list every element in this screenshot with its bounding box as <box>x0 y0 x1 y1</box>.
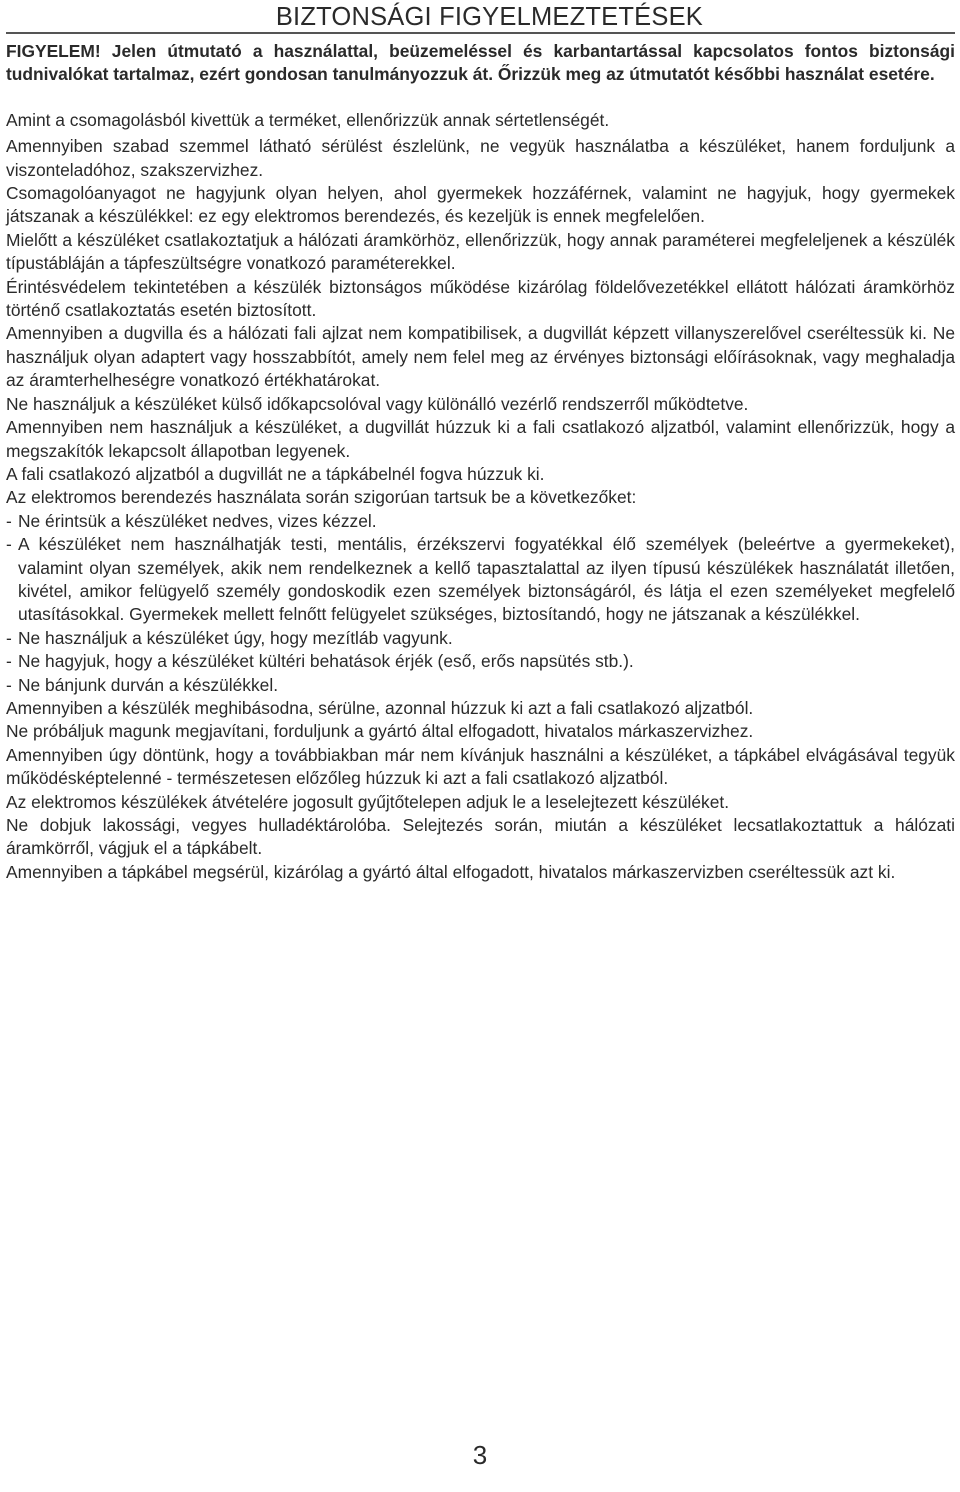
list-item-text: Ne érintsük a készüléket nedves, vizes kézzel. <box>18 510 377 531</box>
paragraph-packaging: Csomagolóanyagot ne hagyjunk olyan helyen, ahol gyermekek hozzáférnek, valamint ne hagyjuk, hogy gyermekek játszanak a készülékkel: ez egy elektromos berendezés, és kezeljük is ennek megfelelően. <box>6 183 955 227</box>
paragraph-inspect-product: Amint a csomagolásból kivettük a terméket, ellenőrizzük annak sértetlenségét. <box>6 109 610 130</box>
page-header <box>6 0 955 34</box>
page-number: 3 <box>472 1440 488 1470</box>
list-item-text: A készüléket nem használhatják testi, mentális, érzékszervi fogyatékkal élő személyek (beleértve a gyermekeket), valamint olyan személyek, akik nem rendelkeznek a kellő tapasztalattal az ilyen típusú készülékek használatát illetően, kivétel, amikor felügyelő személy gondoskodik ezen személyek biztonságáról, és látja el ezen személyeket megfelelő utasításokkal. Gyermekek mellett felnőtt felügyelet szükséges, biztosítandó, hogy ne játszanak a készülékkel. <box>18 534 955 625</box>
warning-paragraph <box>6 40 955 87</box>
list-dash: - <box>6 627 12 648</box>
paragraph-collection-point: Az elektromos készülékek átvételére jogosult gyűjtőtelepen adjuk le a leselejtezett készüléket. <box>6 791 730 812</box>
paragraph-grounding: Érintésvédelem tekintetében a készülék biztonságos működése kizárólag földelővezetékkel ellátott hálózati áramkörhöz történő csatlakoztatás esetén biztosított. <box>6 276 955 321</box>
list-dash: - <box>6 674 12 695</box>
paragraph-cable-pull: A fali csatlakozó aljzatból a dugvillát ne a tápkábelnél fogva húzzuk ki. <box>6 463 545 484</box>
list-dash: - <box>6 651 12 672</box>
list-item <box>6 627 955 650</box>
paragraph-disposal: Ne dobjuk lakossági, vegyes hulladéktárolóba. Selejtezés során, miután a készüléket lecsatlakoztattuk a hálózati áramkörről, vágjuk el a tápkábelt. <box>6 815 955 859</box>
paragraph-damaged-cable: Amennyiben a tápkábel megsérül, kizárólag a gyártó által elfogadott, hivatalos márkaszervizben cseréltessük azt ki. <box>6 861 896 882</box>
paragraph-decommission: Amennyiben úgy döntünk, hogy a továbbiakban már nem kívánjuk használni a készüléket, a tápkábel elvágásával tegyük működésképtelenné - természetesen előzőleg húzzuk ki azt a fali csatlakozó aljzatból. <box>6 744 955 789</box>
paragraph-plug-adapter: Amennyiben a dugvilla és a hálózati fali ajlzat nem kompatibilisek, a dugvillát képzett villanyszerelővel cseréltessük ki. Ne használjuk olyan adaptert vagy hosszabbítót, amely nem felel meg az érvényes biztonsági előírásoknak, vagy meghaladja az áramterhelheségre vonatkozó értékhatárokat. <box>6 323 955 391</box>
list-item <box>6 674 955 697</box>
list-item-text: Ne használjuk a készüléket úgy, hogy mezítláb vagyunk. <box>18 627 453 648</box>
list-item-text: Ne bánjunk durván a készülékkel. <box>18 674 279 695</box>
list-item <box>6 510 955 533</box>
paragraph-malfunction: Amennyiben a készülék meghibásodna, sérülne, azonnal húzzuk ki azt a fali csatlakozó aljzatból. <box>6 697 754 718</box>
list-item <box>6 650 955 673</box>
paragraph-rules-intro: Az elektromos berendezés használata során szigorúan tartsuk be a következőket: <box>6 487 637 508</box>
warning-text: Jelen útmutató a használattal, beüzemeléssel és karbantartással kapcsolatos fontos biztonsági tudnivalókat tartalmaz, ezért gondosan tanulmányozzuk át. Őrizzük meg az útmutatót későbbi használat esetére. <box>6 41 955 85</box>
paragraph-timer: Ne használjuk a készüléket külső időkapcsolóval vagy különálló vezérlő rendszerről működtetve. <box>6 393 749 414</box>
page-title: BIZTONSÁGI FIGYELMEZTETÉSEK <box>275 3 703 31</box>
warning-label: FIGYELEM! <box>6 41 101 61</box>
paragraph-unplug: Amennyiben nem használjuk a készüléket, a dugvillát húzzuk ki a fali csatlakozó aljzatból, valamint ellenőrizzük, hogy a megszakítók lekapcsolt állapotban legyenek. <box>6 417 955 461</box>
document-body <box>6 109 955 884</box>
list-dash: - <box>6 510 12 531</box>
paragraph-power-check: Mielőtt a készüléket csatlakoztatjuk a hálózati áramkörhöz, ellenőrizzük, hogy annak paraméterei megfeleljenek a készülék típustábláján a tápfeszültségre vonatkozó paraméterekkel. <box>6 229 955 274</box>
paragraph-visible-damage: Amennyiben szabad szemmel látható sérülést észlelünk, ne vegyük használatba a készüléket, hanem forduljunk a viszonteladóhoz, szakszervizhez. <box>6 136 955 180</box>
paragraph-no-self-repair: Ne próbáljuk magunk megjavítani, forduljunk a gyártó által elfogadott, hivatalos márkaszervizhez. <box>6 721 754 742</box>
list-dash: - <box>6 534 12 555</box>
list-item <box>6 533 955 627</box>
list-item-text: Ne hagyjuk, hogy a készüléket kültéri behatások érjék (eső, erős napsütés stb.). <box>18 651 634 672</box>
